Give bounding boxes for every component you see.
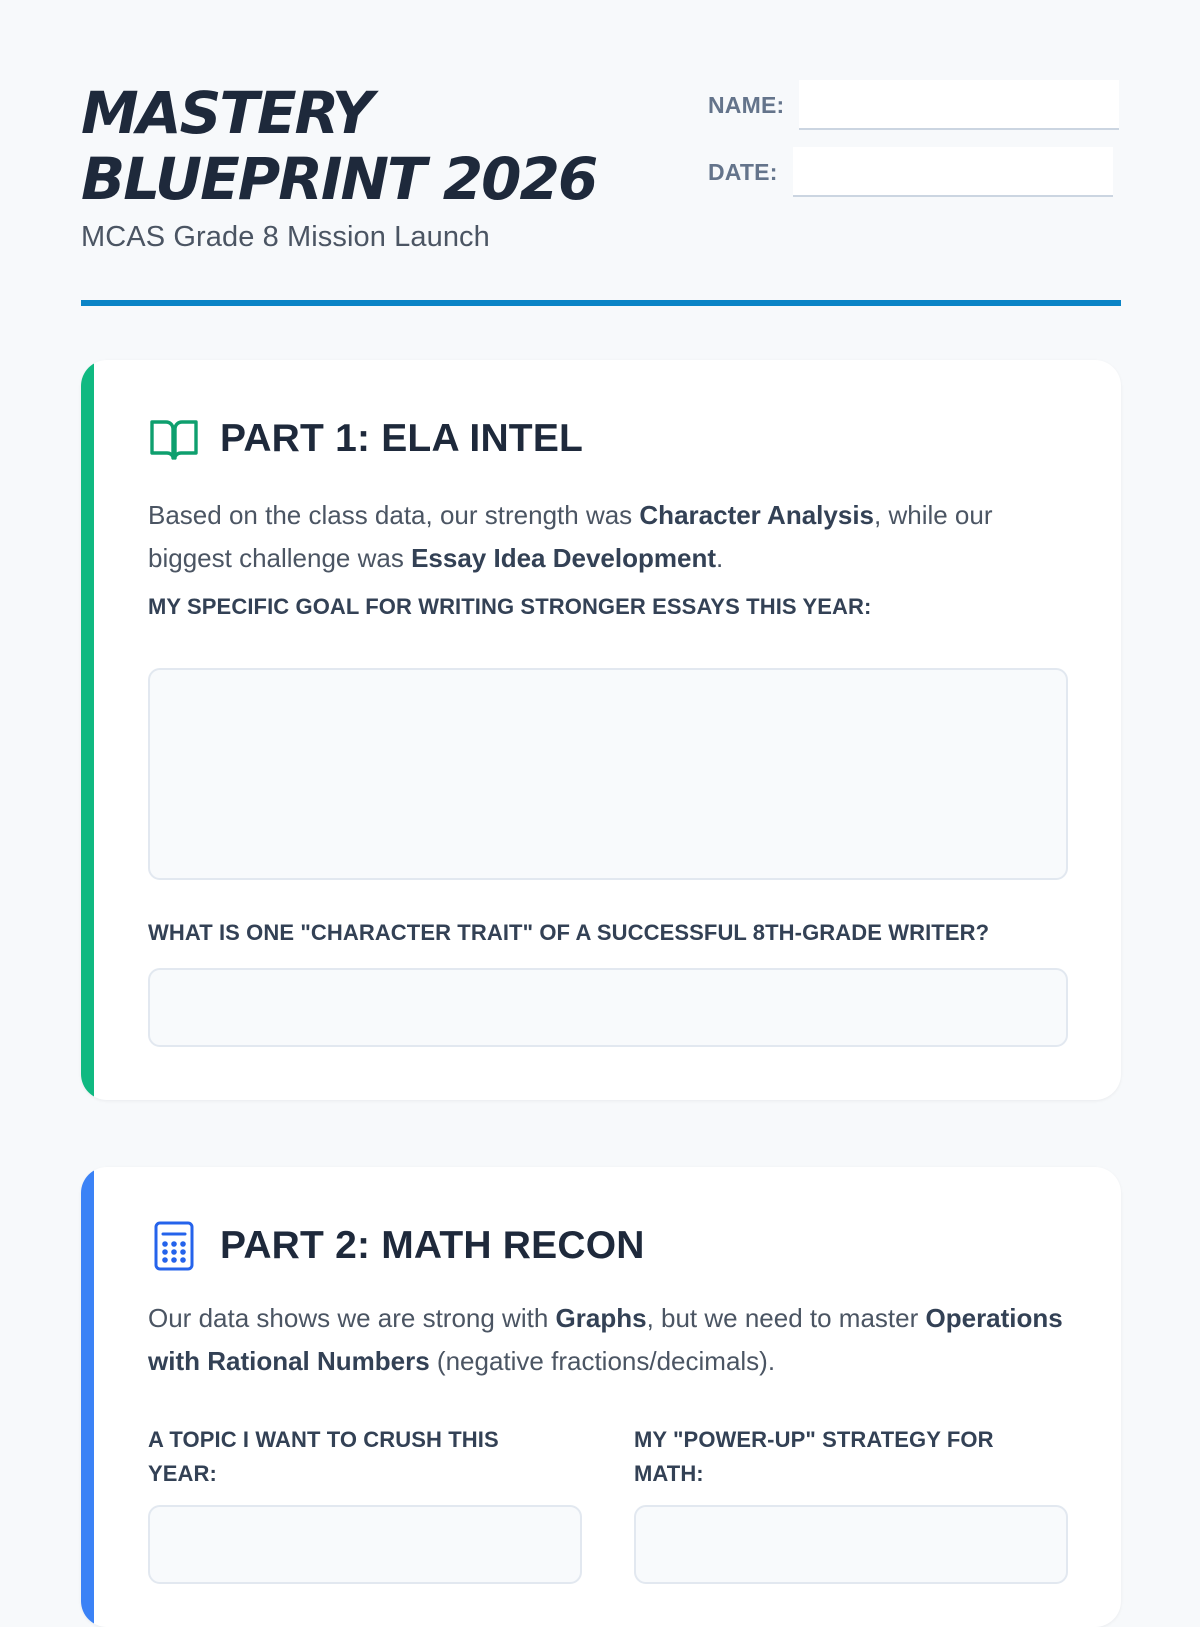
math-challenge: Operations with Rational Numbers [148, 1303, 1063, 1376]
math-strength: Graphs [555, 1303, 647, 1333]
page-subtitle: MCAS Grade 8 Mission Launch [81, 221, 490, 253]
math-intro-text [148, 1297, 1068, 1383]
math-strategy-label: MY "POWER-UP" STRATEGY FOR MATH: [634, 1427, 994, 1486]
ela-section-card [81, 360, 1121, 1100]
ela-trait-field[interactable] [148, 968, 1068, 1047]
name-field[interactable] [799, 80, 1119, 130]
name-row [708, 80, 1119, 130]
math-intro-part-1: Our data shows we are strong with [148, 1303, 556, 1333]
ela-intro-part-1: Based on the class data, our strength was [148, 500, 640, 530]
open-book-icon [148, 413, 200, 465]
ela-intro-part-2: , while our biggest challenge was [148, 500, 993, 573]
ela-intro-part-3: . [715, 543, 724, 573]
name-label: NAME: [708, 92, 785, 118]
calculator-icon [148, 1220, 200, 1272]
ela-strength: Character Analysis [639, 500, 875, 530]
ela-section-heading [148, 413, 583, 465]
date-field[interactable] [793, 147, 1113, 197]
date-label: DATE: [708, 159, 778, 185]
ela-trait-label: WHAT IS ONE "CHARACTER TRAIT" OF A SUCCESSFUL 8TH-GRADE WRITER? [148, 920, 990, 945]
ela-intro-text [148, 494, 1068, 580]
math-section-heading [148, 1220, 645, 1272]
math-topic-label: A TOPIC I WANT TO CRUSH THIS YEAR: [148, 1427, 499, 1486]
ela-challenge: Essay Idea Development [411, 543, 716, 573]
math-strategy-column [634, 1423, 1068, 1589]
ela-section-title: PART 1: ELA INTEL [220, 417, 584, 460]
ela-goal-label: MY SPECIFIC GOAL FOR WRITING STRONGER ESSAYS THIS YEAR: [148, 594, 872, 619]
math-intro-part-2: , but we need to master [646, 1303, 926, 1333]
math-topic-field[interactable] [148, 1505, 582, 1584]
page-title [81, 80, 701, 212]
date-row [708, 147, 1113, 197]
math-intro-part-3: (negative fractions/decimals). [429, 1346, 776, 1376]
math-strategy-field[interactable] [634, 1505, 1068, 1584]
math-topic-column [148, 1423, 582, 1589]
math-section-title: PART 2: MATH RECON [220, 1224, 645, 1267]
title-block [81, 80, 701, 254]
title-line-1: MASTERY [81, 79, 372, 147]
math-section-card [81, 1167, 1121, 1627]
ela-goal-field[interactable] [148, 668, 1068, 880]
worksheet-header [81, 80, 1121, 306]
title-line-2: BLUEPRINT 2026 [81, 145, 597, 213]
header-divider [81, 300, 1121, 306]
